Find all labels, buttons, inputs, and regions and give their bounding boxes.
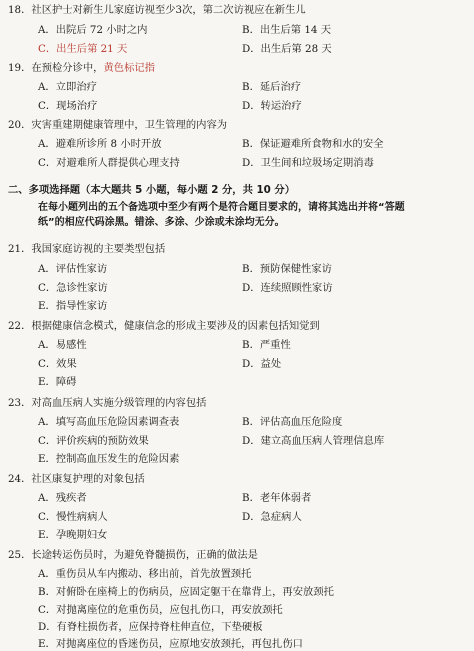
q25-option-c[interactable]: C．对抛离座位的危重伤员，应包扎伤口，再安放颈托 xyxy=(38,604,283,616)
q22-option-d[interactable]: D．益处 xyxy=(242,358,282,370)
q24-option-a[interactable]: A．残疾者 xyxy=(38,492,87,504)
question-24-stem: 24．社区康复护理的对象包括 xyxy=(8,473,145,485)
question-23-stem: 23．对高血压病人实施分级管理的内容包括 xyxy=(8,397,207,409)
q23-option-d[interactable]: D．建立高血压病人管理信息库 xyxy=(242,435,385,447)
section-2-instruction-2: 纸”的相应代码涂黑。错涂、多涂、少涂或未涂均无分。 xyxy=(38,217,285,228)
q23-option-e[interactable]: E．控制高血压发生的危险因素 xyxy=(38,453,180,465)
question-18-stem: 18．社区护士对新生儿家庭访视至少3次，第二次访视应在新生儿 xyxy=(8,4,306,16)
q21-option-a[interactable]: A．评估性家访 xyxy=(38,263,108,275)
q22-option-c[interactable]: C．效果 xyxy=(38,358,77,370)
q21-option-e[interactable]: E．指导性家访 xyxy=(38,300,108,312)
q23-option-b[interactable]: B．评估高血压危险度 xyxy=(242,416,343,428)
q25-option-e[interactable]: E．对抛离座位的昏迷伤员，应原地安放颈托，再包扎伤口 xyxy=(38,638,303,650)
question-21-stem: 21．我国家庭访视的主要类型包括 xyxy=(8,243,166,255)
q24-option-e[interactable]: E．孕晚期妇女 xyxy=(38,529,108,541)
q19-option-b[interactable]: B．延后治疗 xyxy=(242,81,302,93)
question-22-stem: 22．根据健康信念模式，健康信念的形成主要涉及的因素包括知觉到 xyxy=(8,320,320,332)
q19-stem-text: 19．在预检分诊中， xyxy=(8,62,104,74)
q18-option-d[interactable]: D．出生后第 28 天 xyxy=(242,43,332,55)
q25-option-b[interactable]: B．对俯卧在座椅上的伤病员，应固定躯干在靠背上，再安放颈托 xyxy=(38,586,334,598)
q25-option-a[interactable]: A．重伤员从车内搬动、移出前，首先放置颈托 xyxy=(38,568,252,580)
q20-option-b[interactable]: B．保证避难所食物和水的安全 xyxy=(242,138,384,150)
q19-stem-highlight: 黄色标记指 xyxy=(103,62,155,74)
section-2-instruction-1: 在每小题列出的五个备选项中至少有两个是符合题目要求的，请将其选出并将“答题 xyxy=(38,202,405,213)
q19-option-a[interactable]: A．立即治疗 xyxy=(38,81,97,93)
q24-option-b[interactable]: B．老年体弱者 xyxy=(242,492,312,504)
question-20-stem: 20．灾害重建期健康管理中，卫生管理的内容为 xyxy=(8,119,228,131)
q20-option-c[interactable]: C．对避难所人群提供心理支持 xyxy=(38,157,180,169)
q21-option-b[interactable]: B．预防保健性家访 xyxy=(242,263,332,275)
q25-option-d[interactable]: D．有脊柱损伤者，应保持脊柱伸直位，下垫硬板 xyxy=(38,621,263,633)
q22-option-a[interactable]: A．易感性 xyxy=(38,339,87,351)
q22-option-e[interactable]: E．障碍 xyxy=(38,376,77,388)
q18-option-a[interactable]: A．出院后 72 小时之内 xyxy=(38,24,148,36)
q21-option-d[interactable]: D．连续照顾性家访 xyxy=(242,282,333,294)
q18-option-b[interactable]: B．出生后第 14 天 xyxy=(242,24,331,36)
q20-option-d[interactable]: D．卫生间和垃圾场定期消毒 xyxy=(242,157,374,169)
q24-option-c[interactable]: C．慢性病病人 xyxy=(38,511,108,523)
question-25-stem: 25．长途转运伤员时，为避免脊髓损伤，正确的做法是 xyxy=(8,549,258,561)
q19-option-c[interactable]: C．现场治疗 xyxy=(38,100,98,112)
q22-option-b[interactable]: B．严重性 xyxy=(242,339,291,351)
q18-option-c[interactable]: C．出生后第 21 天 xyxy=(38,43,128,55)
q19-option-d[interactable]: D．转运治疗 xyxy=(242,100,302,112)
q20-option-a[interactable]: A．避难所诊所 8 小时开放 xyxy=(38,138,162,150)
question-19-stem xyxy=(8,62,155,75)
q24-option-d[interactable]: D．急症病人 xyxy=(242,511,302,523)
q21-option-c[interactable]: C．急诊性家访 xyxy=(38,282,108,294)
q23-option-a[interactable]: A．填写高血压危险因素调查表 xyxy=(38,416,180,428)
q23-option-c[interactable]: C．评价疾病的预防效果 xyxy=(38,435,149,447)
section-2-title: 二、多项选择题（本大题共 5 小题，每小题 2 分，共 10 分） xyxy=(8,184,295,196)
